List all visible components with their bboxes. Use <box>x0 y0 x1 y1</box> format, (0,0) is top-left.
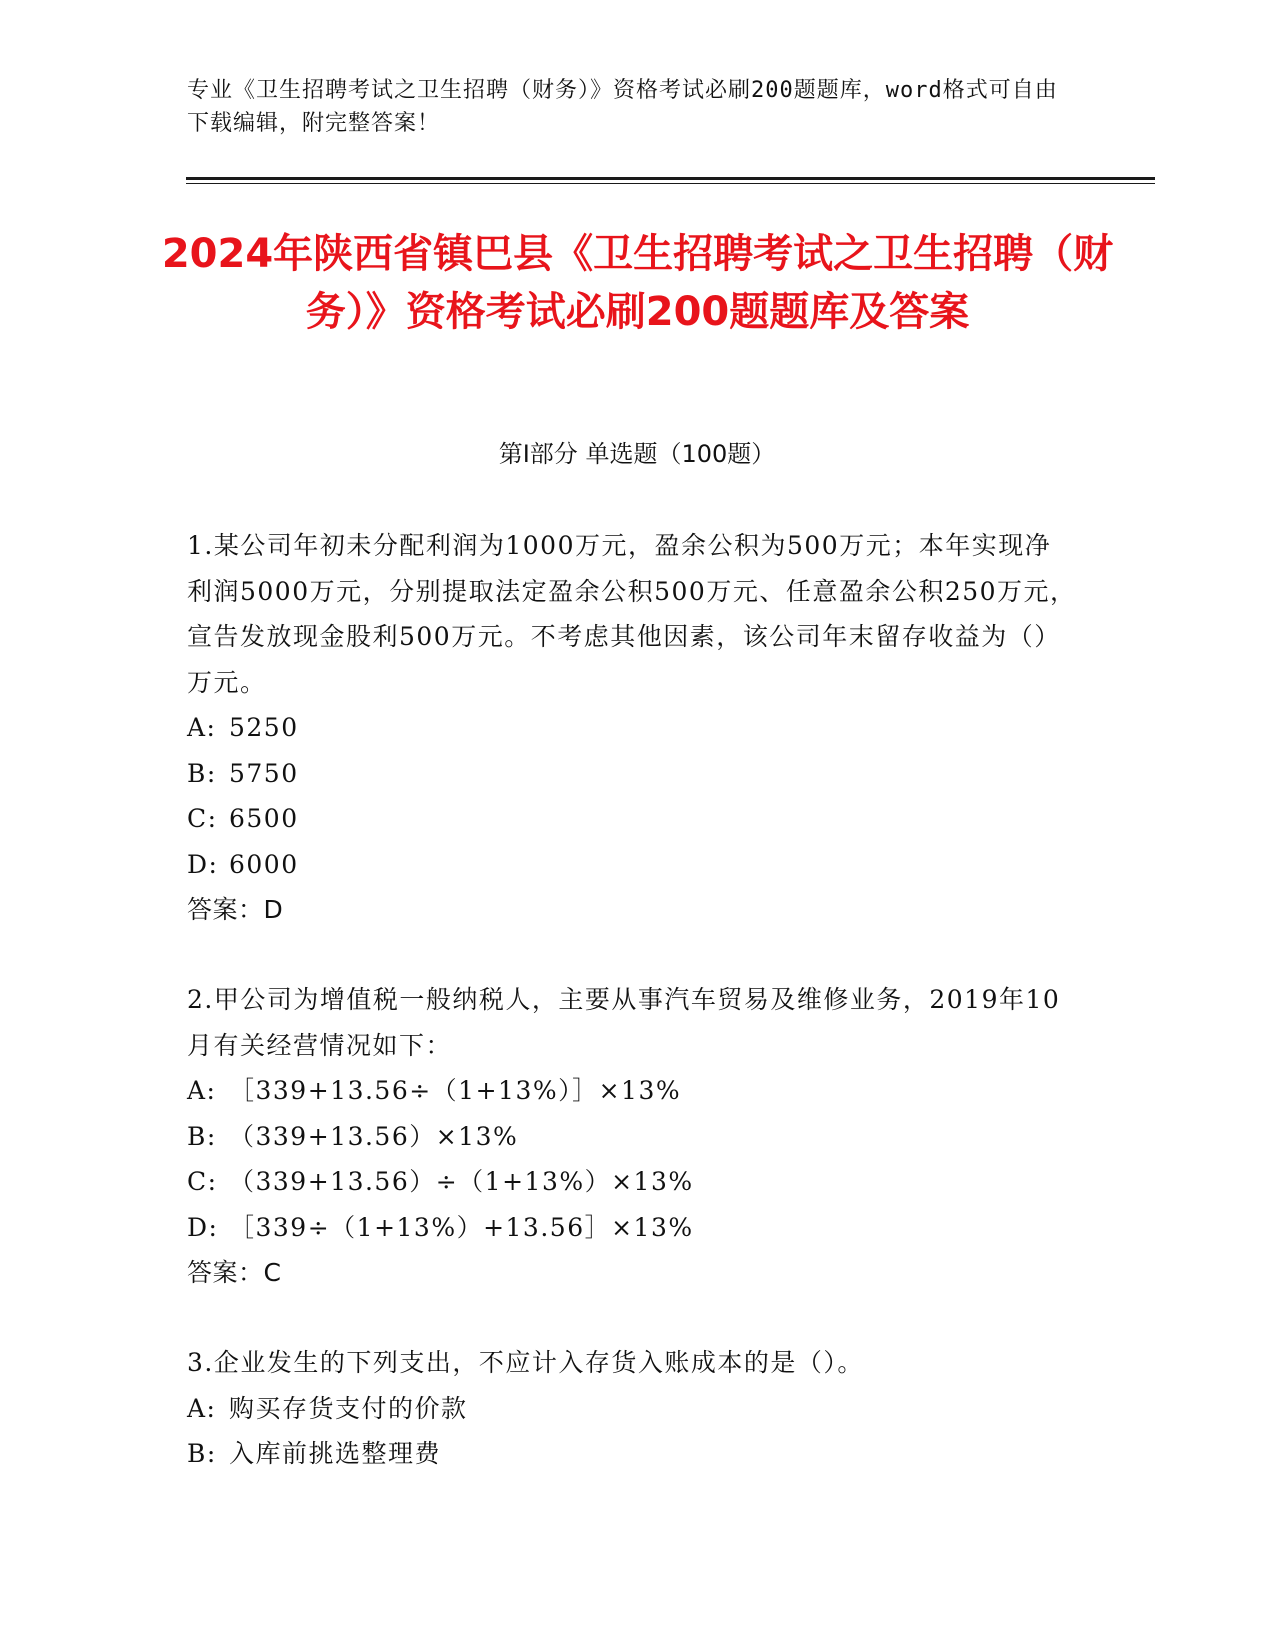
section-title: 第Ⅰ部分 单选题（100题） <box>498 440 776 468</box>
answer-line: 答案：D <box>187 895 284 924</box>
option-letter: A: <box>187 1393 217 1423</box>
question-stem: 1.某公司年初未分配利润为1000万元，盈余公积为500万元；本年实现净利润5000万元，分别提取法定盈余公积500万元、任意盈余公积250万元，宣告发放现金股利500万元。不考虑其他因素，该公司年末留存收益为（）万元。 <box>187 531 1077 697</box>
option-text: ［339÷（1+13%）+13.56］×13% <box>229 1212 694 1242</box>
option-letter: B: <box>187 1121 217 1151</box>
option-text: 6000 <box>229 849 299 879</box>
option-text: 入库前挑选整理费 <box>229 1439 442 1468</box>
option-letter: C: <box>187 804 218 833</box>
question-stem: 2.甲公司为增值税一般纳税人，主要从事汽车贸易及维修业务，2019年10月有关经营情况如下： <box>187 985 1061 1060</box>
option-letter: C: <box>187 1167 218 1196</box>
header-divider-thick <box>186 177 1155 180</box>
option-letter: B: <box>187 1439 217 1468</box>
option-letter: B: <box>187 758 217 788</box>
option-letter: A: <box>187 713 217 742</box>
option-text: 5750 <box>229 758 299 788</box>
option-c <box>187 1159 1077 1205</box>
option-d <box>187 1205 1077 1251</box>
header-divider-thin <box>186 183 1155 184</box>
option-a <box>187 705 1077 751</box>
question-2 <box>187 977 1077 1296</box>
option-letter: A: <box>187 1076 217 1105</box>
option-text: ［339+13.56÷（1+13%）］×13% <box>229 1076 682 1105</box>
option-b <box>187 1114 1077 1160</box>
option-d <box>187 842 1077 888</box>
option-text: 6500 <box>229 804 299 833</box>
option-text: （339+13.56）×13% <box>229 1121 519 1151</box>
answer-line: 答案：C <box>187 1258 282 1287</box>
option-b <box>187 751 1077 797</box>
document-title: 2024年陕西省镇巴县《卫生招聘考试之卫生招聘（财务）》资格考试必刷200题题库及答案 <box>161 231 1114 335</box>
header-note: 专业《卫生招聘考试之卫生招聘（财务）》资格考试必刷200题题库，word格式可自由下载编辑，附完整答案！ <box>187 78 1058 136</box>
option-a <box>187 1386 1077 1432</box>
option-c <box>187 796 1077 842</box>
question-1 <box>187 523 1077 933</box>
option-text: 购买存货支付的价款 <box>229 1393 468 1423</box>
option-a <box>187 1068 1077 1114</box>
option-letter: D: <box>187 1212 219 1242</box>
option-text: （339+13.56）÷（1+13%）×13% <box>229 1167 694 1196</box>
question-stem: 3.企业发生的下列支出，不应计入存货入账成本的是（）。 <box>187 1348 864 1377</box>
option-b <box>187 1431 1077 1477</box>
option-letter: D: <box>187 849 219 879</box>
question-3 <box>187 1340 1077 1477</box>
option-text: 5250 <box>229 713 299 742</box>
